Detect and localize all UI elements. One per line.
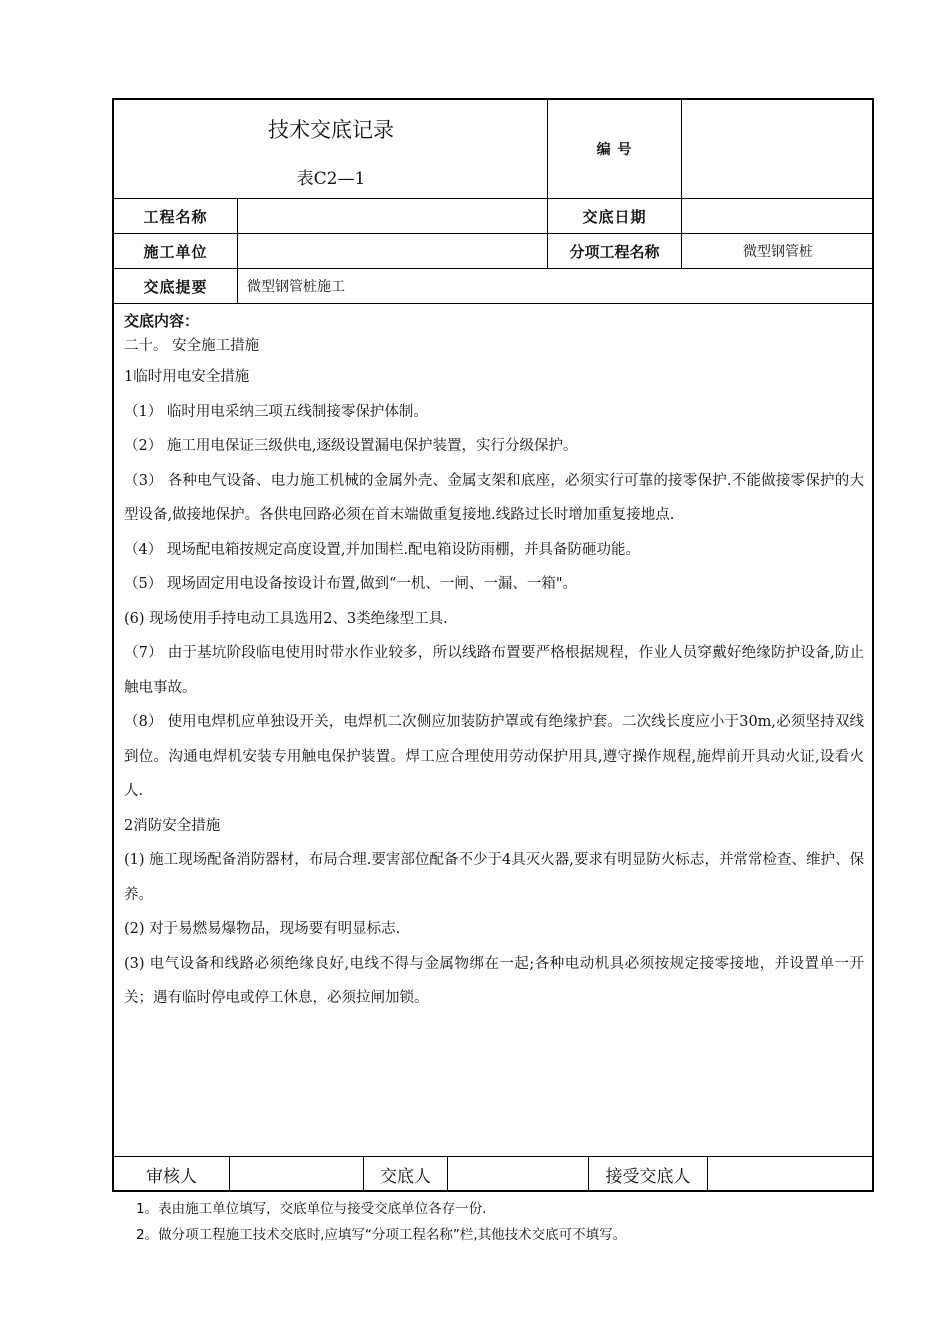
receiver-label: 接受交底人 <box>605 1167 691 1187</box>
row-divider <box>114 303 872 304</box>
content-paragraph: （2） 施工用电保证三级供电,逐级设置漏电保护装置，实行分级保护。 <box>124 438 578 454</box>
footnote: 2。做分项工程施工技术交底时,应填写“分项工程名称”栏,其他技术交底可不填写。 <box>136 1227 627 1243</box>
content-paragraph: （7） 由于基坑阶段临电使用时带水作业较多，所以线路布置要严格根据规程，作业人员穿戴好绝缘防护设备,防止触电事故。 <box>124 645 864 696</box>
content-paragraph: （5） 现场固定用电设备按设计布置,做到“一机、一闸、一漏、一箱"。 <box>124 576 578 592</box>
reviewer-field[interactable] <box>230 1157 363 1192</box>
content-paragraph: (2) 对于易燃易爆物品，现场要有明显标志. <box>124 921 401 937</box>
footnotes <box>136 1196 626 1248</box>
form-code: 表C2—1 <box>296 169 366 189</box>
content-paragraph: (1) 施工现场配备消防器材，布局合理.要害部位配备不少于4具灭火器,要求有明显防火标志，并常常检查、维护、保养。 <box>124 852 864 903</box>
construction-unit-field[interactable] <box>238 234 547 268</box>
content-paragraph: （4） 现场配电箱按规定高度设置,并加围栏.配电箱设防雨棚，并具备防砸功能。 <box>124 541 641 558</box>
subproject-field[interactable]: 微型钢管桩 <box>743 244 813 260</box>
subsection-title: 1临时用电安全措施 <box>124 369 250 385</box>
reviewer-label: 审核人 <box>146 1167 197 1187</box>
summary-field[interactable]: 微型钢管桩施工 <box>247 279 345 295</box>
summary-label: 交底提要 <box>143 277 208 296</box>
number-field[interactable] <box>682 100 874 198</box>
footnote: 1。表由施工单位填写，交底单位与接受交底单位各存一份. <box>136 1201 487 1217</box>
project-name-field[interactable] <box>238 199 547 233</box>
content-paragraph: （1） 临时用电采纳三项五线制接零保护体制。 <box>124 403 428 420</box>
discloser-label: 交底人 <box>380 1167 431 1187</box>
section-title: 二十。 安全施工措施 <box>124 338 260 354</box>
disclosure-form <box>112 98 874 1192</box>
form-title: 技术交底记录 <box>268 118 394 142</box>
subsection-title: 2消防安全措施 <box>124 817 221 834</box>
receiver-field[interactable] <box>708 1157 872 1192</box>
construction-unit-label: 施工单位 <box>143 242 208 261</box>
content-paragraph: （3） 各种电气设备、电力施工机械的金属外壳、金属支架和底座，必须实行可靠的接零保护.不能做接零保护的大型设备,做接地保护。各供电回路必须在首末端做重复接地.线路过长时增加重复接地点. <box>124 472 864 523</box>
content-paragraph: (6) 现场使用手持电动工具选用2、3类绝缘型工具. <box>124 610 448 627</box>
content-paragraph: （8） 使用电焊机应单独设开关，电焊机二次侧应加装防护罩或有绝缘护套。二次线长度应小于30m,必须坚持双线到位。沟通电焊机安装专用触电保护装置。焊工应合理使用劳动保护用具,遵守操作规程,施焊前开具动火证,设看火人. <box>124 714 864 799</box>
number-label: 编 号 <box>596 142 633 158</box>
date-label: 交底日期 <box>582 207 647 226</box>
disclosure-content <box>124 310 864 1016</box>
discloser-field[interactable] <box>448 1157 588 1192</box>
date-field[interactable] <box>682 199 874 233</box>
content-heading: 交底内容： <box>124 312 200 330</box>
content-paragraph: (3) 电气设备和线路必须绝缘良好,电线不得与金属物绑在一起;各种电动机具必须按规定接零接地，并设置单一开关；遇有临时停电或停工休息，必须拉闸加锁。 <box>124 955 864 1006</box>
subproject-label: 分项工程名称 <box>569 242 660 261</box>
project-name-label: 工程名称 <box>143 207 208 226</box>
